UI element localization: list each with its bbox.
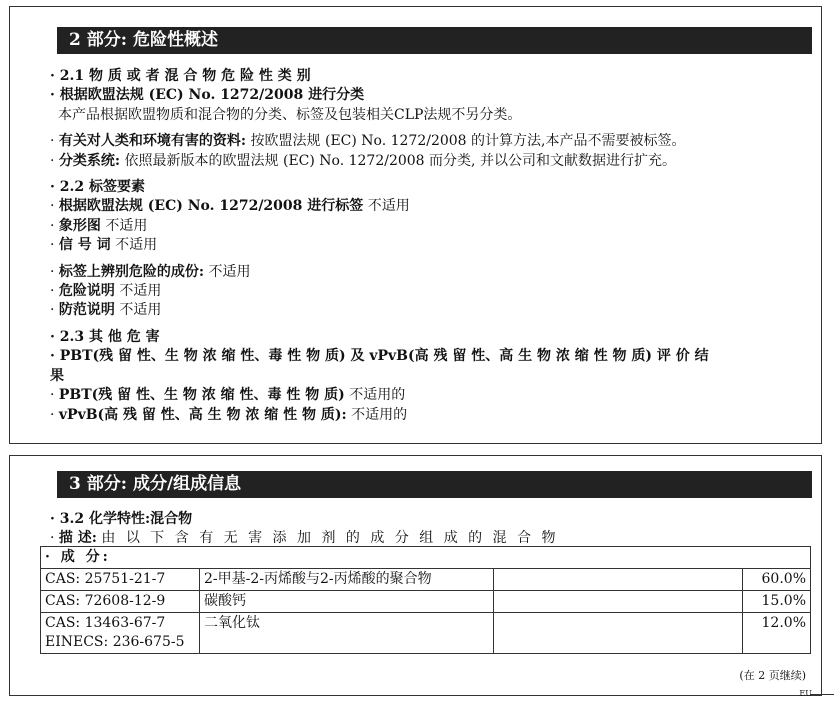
clp-classification-text: 本产品根据欧盟物质和混合物的分类、标签及包装相关CLP法规不另分类。 — [58, 106, 522, 123]
pbt-vpvb-evaluation — [50, 347, 810, 366]
bullet: · — [50, 237, 55, 254]
bullet: · — [50, 68, 55, 84]
clp-classification-title-text: 根据欧盟法规 (EC) No. 1272/2008 进行分类 — [59, 87, 365, 104]
continued-note: (在 2 页继续) — [739, 669, 806, 682]
vpvb-value: 不适用的 — [351, 406, 408, 423]
component-cas: CAS: 13463-67-7 — [45, 615, 166, 631]
component-percent: 60.0% — [743, 569, 811, 591]
section-2-header: 2 部分: 危险性概述 — [57, 27, 812, 54]
classification-system-line — [50, 152, 810, 171]
label-clp-value: 不适用 — [367, 198, 410, 215]
heading-2-3 — [50, 328, 810, 347]
section-2-body — [50, 67, 810, 425]
heading-3-2 — [50, 510, 810, 529]
description-label: 描 述: — [58, 530, 97, 547]
component-percent: 15.0% — [743, 591, 811, 613]
components-head-cell — [41, 547, 811, 569]
precautionary-statements-line — [50, 301, 810, 320]
clp-classification-title — [50, 86, 810, 105]
vpvb-line — [50, 406, 810, 425]
components-table — [40, 546, 811, 654]
pictogram-line — [50, 217, 810, 236]
precautionary-statements-label: 防范说明 — [58, 302, 115, 319]
pbt-vpvb-evaluation-line1: PBT(残 留 性、生 物 浓 缩 性、毒 性 物 质) 及 vPvB(高 残 留 性、高 生 物 浓 缩 性 物 质) 评 价 结 — [59, 348, 709, 365]
hazard-statements-value: 不适用 — [119, 283, 162, 300]
pictogram-value: 不适用 — [105, 217, 148, 234]
hazard-components-value: 不适用 — [208, 263, 251, 280]
bullet: · — [45, 549, 53, 565]
hazard-info-label: 有关对人类和环境有害的资料: — [58, 133, 247, 150]
hazard-components-line — [50, 263, 810, 282]
description-text: 由 以 下 含 有 无 害 添 加 剂 的 成 分 组 成 的 混 合 物 — [101, 530, 559, 547]
heading-2-1-text: 2.1 物 质 或 者 混 合 物 危 险 性 类 别 — [59, 68, 311, 84]
components-head-text: 成 分: — [60, 549, 111, 565]
bullet: · — [50, 263, 55, 280]
bullet: · — [50, 387, 55, 404]
signal-word-line — [50, 236, 810, 255]
heading-2-1 — [50, 67, 810, 86]
hazard-statements-line — [50, 282, 810, 301]
heading-3-2-text: 3.2 化学特性:混合物 — [59, 511, 193, 527]
bullet: · — [50, 179, 55, 196]
section-3-header: 3 部分: 成分/组成信息 — [57, 471, 812, 498]
label-clp-line — [50, 197, 810, 216]
pbt-label: PBT(残 留 性、生 物 浓 缩 性、毒 性 物 质) — [58, 387, 345, 404]
precautionary-statements-value: 不适用 — [119, 302, 162, 319]
classification-system-text: 依照最新版本的欧盟法规 (EC) No. 1272/2008 而分类, 并以公司和文献数据进行扩充。 — [124, 152, 676, 169]
bullet: · — [50, 217, 55, 234]
table-row — [41, 613, 811, 654]
component-name: 二氧化钛 — [200, 613, 494, 654]
eu-label: EU — [799, 689, 812, 698]
signal-word-label: 信 号 词 — [58, 237, 111, 254]
hazard-info-line — [50, 132, 810, 151]
pbt-value: 不适用的 — [349, 387, 406, 404]
heading-2-3-text: 2.3 其 他 危 害 — [59, 328, 160, 345]
eu-divider — [810, 694, 834, 695]
component-id — [41, 613, 200, 654]
bullet: · — [50, 283, 55, 300]
bullet: · — [50, 406, 55, 423]
component-percent: 12.0% — [743, 613, 811, 654]
heading-2-2 — [50, 178, 810, 197]
signal-word-value: 不适用 — [115, 237, 158, 254]
pictogram-label: 象形图 — [58, 217, 101, 234]
component-cas: CAS: 25751-21-7 — [45, 571, 166, 587]
bullet: · — [50, 348, 55, 365]
hazard-components-label: 标签上辨别危险的成份: — [58, 263, 205, 280]
component-blank — [494, 613, 743, 654]
bullet: · — [50, 133, 55, 150]
bullet: · — [50, 328, 55, 345]
component-cas: CAS: 72608-12-9 — [45, 593, 166, 609]
bullet: · — [50, 511, 55, 527]
bullet: · — [50, 530, 55, 547]
bullet: · — [50, 198, 55, 215]
component-blank — [494, 591, 743, 613]
components-table-head — [41, 547, 811, 569]
vpvb-label: vPvB(高 残 留 性、高 生 物 浓 缩 性 物 质): — [58, 406, 347, 423]
hazard-statements-label: 危险说明 — [58, 283, 115, 300]
pbt-line — [50, 386, 810, 405]
table-row — [41, 591, 811, 613]
component-name: 碳酸钙 — [200, 591, 494, 613]
component-blank — [494, 569, 743, 591]
component-einecs: EINECS: 236-675-5 — [45, 634, 185, 650]
component-id — [41, 569, 200, 591]
hazard-info-text: 按欧盟法规 (EC) No. 1272/2008 的计算方法,本产品不需要被标签。 — [250, 133, 686, 150]
component-name: 2-甲基-2-丙烯酸与2-丙烯酸的聚合物 — [200, 569, 494, 591]
section-2 — [9, 6, 822, 444]
section-3-body — [50, 510, 810, 549]
section-3 — [9, 455, 822, 696]
table-row — [41, 569, 811, 591]
bullet: · — [50, 152, 55, 169]
heading-2-2-text: 2.2 标签要素 — [59, 179, 145, 196]
label-clp-label: 根据欧盟法规 (EC) No. 1272/2008 进行标签 — [58, 198, 364, 215]
pbt-vpvb-evaluation-line2: 果 — [50, 367, 64, 384]
classification-system-label: 分类系统: — [58, 152, 121, 169]
component-id — [41, 591, 200, 613]
bullet: · — [50, 87, 55, 104]
bullet: · — [50, 302, 55, 319]
